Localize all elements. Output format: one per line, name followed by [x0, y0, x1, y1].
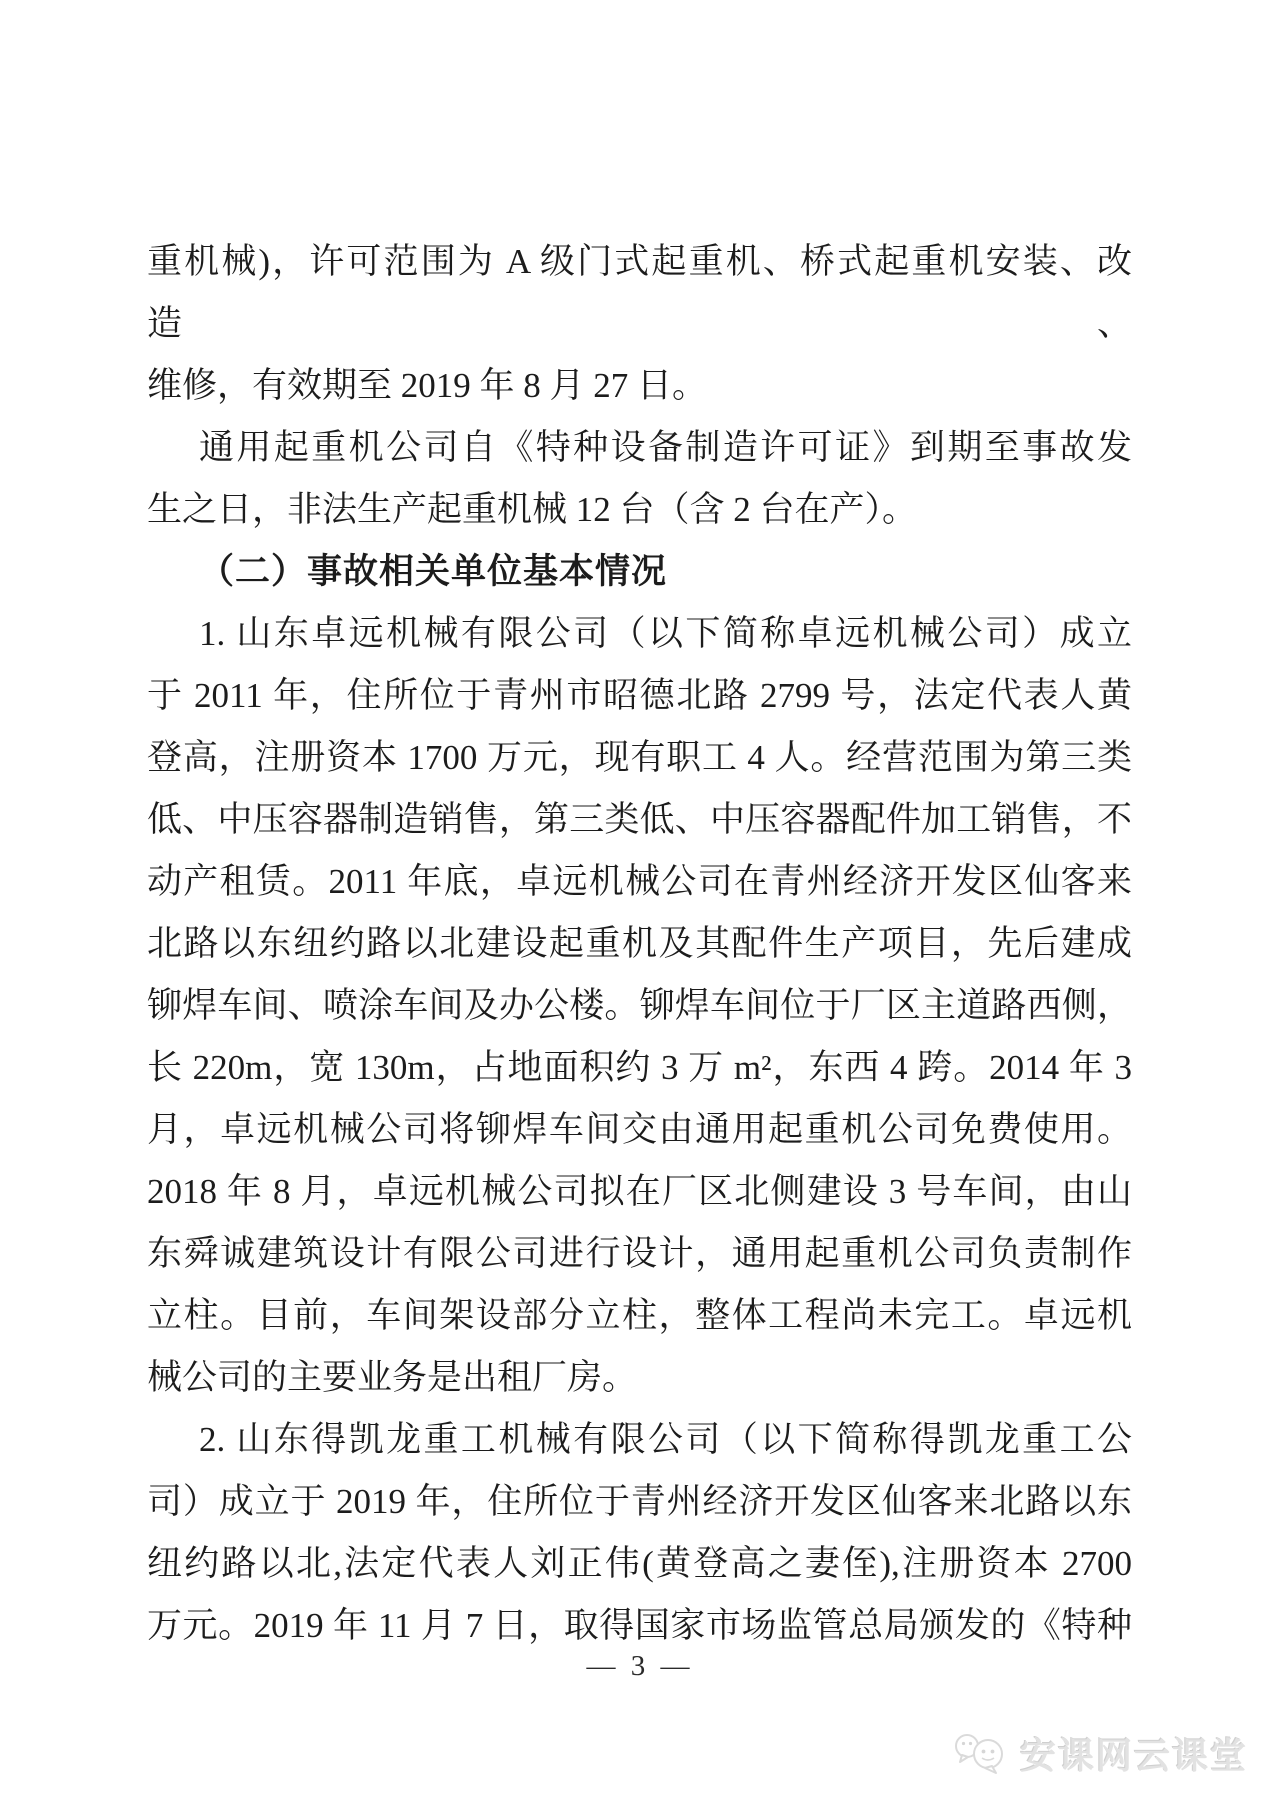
- text-line: 立柱。目前，车间架设部分立柱，整体工程尚未完工。卓远机: [147, 1296, 1132, 1335]
- document-body: [147, 231, 1132, 1657]
- text-line: 维修，有效期至 2019 年 8 月 27 日。: [147, 366, 708, 405]
- text-line: 2. 山东得凯龙重工机械有限公司（以下简称得凯龙重工公: [199, 1420, 1132, 1459]
- watermark: [952, 1728, 1248, 1779]
- text-line: 东舜诚建筑设计有限公司进行设计，通用起重机公司负责制作: [147, 1234, 1132, 1273]
- text-line: 长 220m，宽 130m，占地面积约 3 万 m²，东西 4 跨。2014 年 3: [147, 1048, 1132, 1087]
- text-line: 通用起重机公司自《特种设备制造许可证》到期至事故发: [199, 428, 1132, 467]
- text-line: 低、中压容器制造销售，第三类低、中压容器配件加工销售，不: [147, 800, 1132, 839]
- text-line: 动产租赁。2011 年底，卓远机械公司在青州经济开发区仙客来: [147, 862, 1132, 901]
- chat-bubbles-icon: [952, 1731, 1010, 1777]
- page-number: — 3 —: [586, 1650, 694, 1682]
- text-line: 1. 山东卓远机械有限公司（以下简称卓远机械公司）成立: [199, 614, 1132, 653]
- watermark-label: 安课网云课堂: [1019, 1735, 1248, 1776]
- text-line: 纽约路以北,法定代表人刘正伟(黄登高之妻侄),注册资本 2700: [147, 1544, 1132, 1583]
- text-line: 登高，注册资本 1700 万元，现有职工 4 人。经营范围为第三类: [147, 738, 1132, 777]
- text-line: 械公司的主要业务是出租厂房。: [147, 1358, 638, 1397]
- text-line: 2018 年 8 月，卓远机械公司拟在厂区北侧建设 3 号车间，由山: [147, 1172, 1132, 1211]
- text-line: 重机械)，许可范围为 A 级门式起重机、桥式起重机安装、改造、: [147, 242, 1132, 343]
- section-heading: （二）事故相关单位基本情况: [199, 552, 668, 591]
- text-line: 生之日，非法生产起重机械 12 台（含 2 台在产）。: [147, 490, 918, 529]
- text-line: 万元。2019 年 11 月 7 日，取得国家市场监管总局颁发的《特种: [147, 1606, 1132, 1645]
- text-line: 于 2011 年，住所位于青州市昭德北路 2799 号，法定代表人黄: [147, 676, 1132, 715]
- text-line: 月，卓远机械公司将铆焊车间交由通用起重机公司免费使用。: [147, 1110, 1132, 1149]
- text-line: 司）成立于 2019 年，住所位于青州经济开发区仙客来北路以东: [147, 1482, 1132, 1521]
- text-line: 铆焊车间、喷涂车间及办公楼。铆焊车间位于厂区主道路西侧，: [147, 986, 1132, 1025]
- text-line: 北路以东纽约路以北建设起重机及其配件生产项目，先后建成: [147, 924, 1132, 963]
